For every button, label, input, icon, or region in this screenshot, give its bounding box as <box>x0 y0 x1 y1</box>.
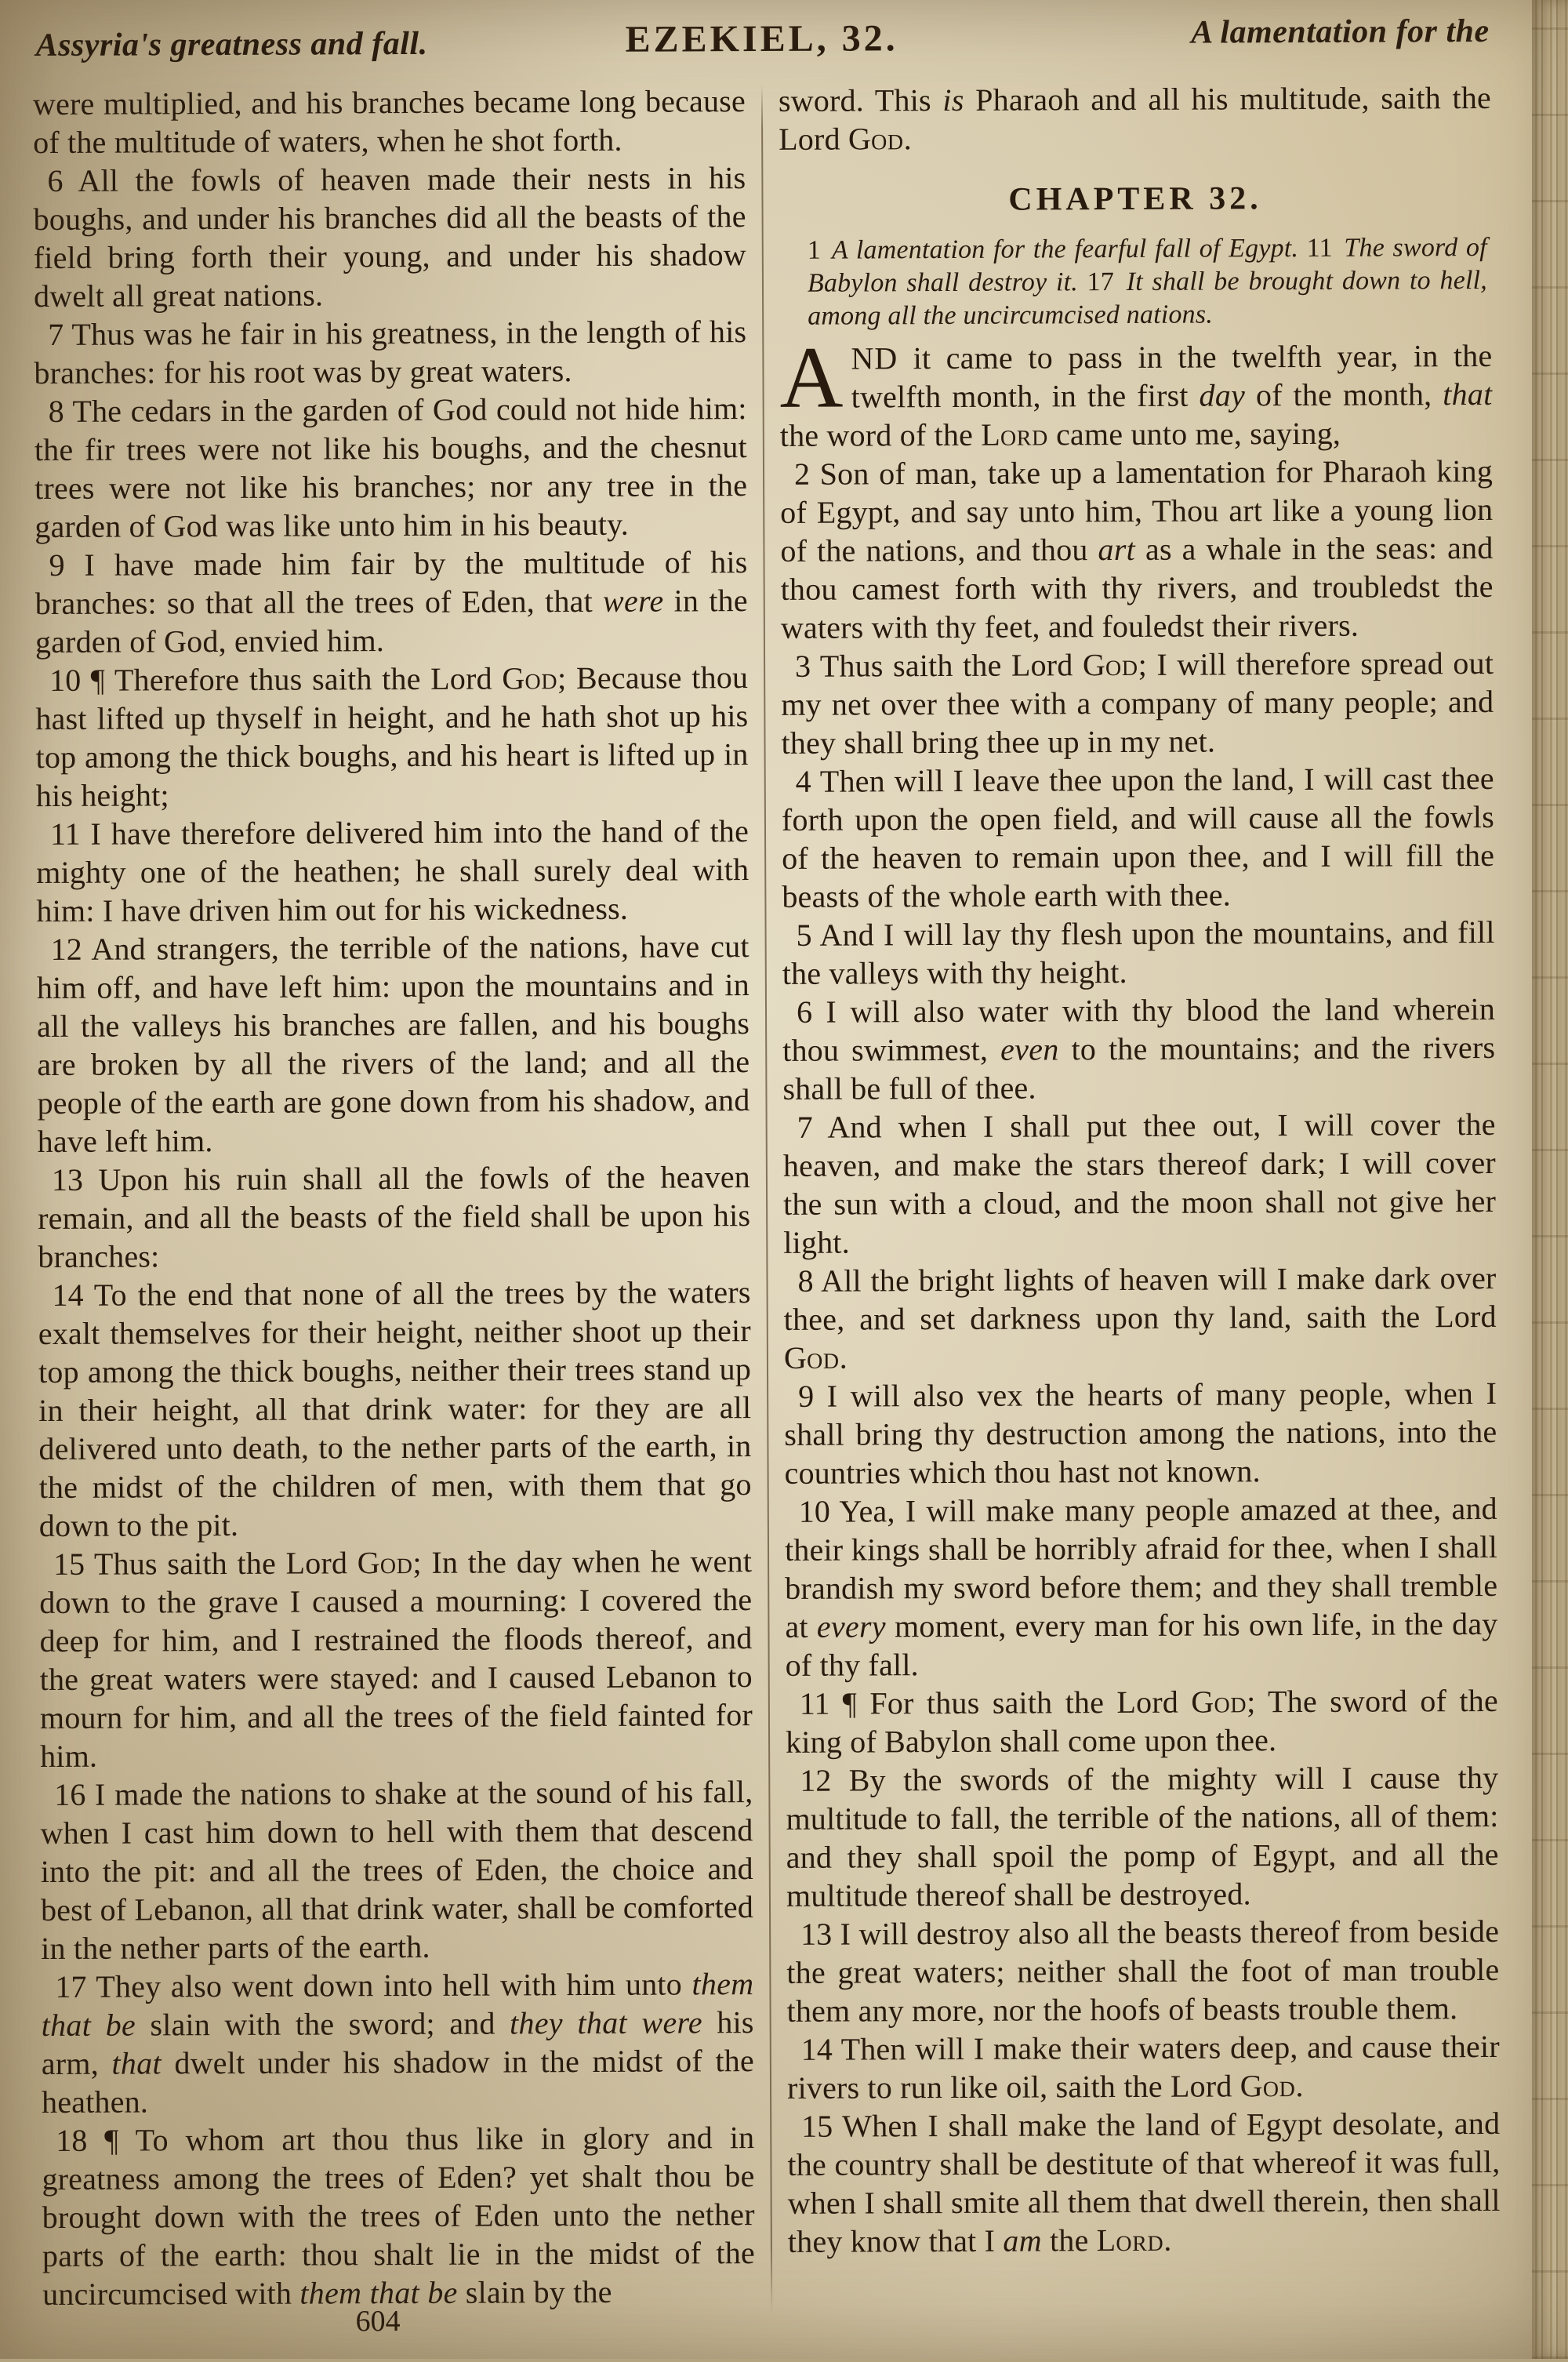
chapter-31-ending <box>779 78 1491 158</box>
verse-number: 8 <box>797 1263 814 1299</box>
verse-9: 9 I will also vex the hearts of many people, when I shall bring thy destruction among the nations, into the countries which thou hast not known. <box>784 1375 1497 1491</box>
verse-14: 14 To the end that none of all the trees by the waters exalt themselves for their height, neither shoot up their top among the thick boughs, neither their trees stand up in their height, all that drink water: for they are all delivered unto death, to the nether parts of the earth, in the midst of the children of men, with them that go down to the pit. <box>38 1274 752 1544</box>
verse-number: 3 <box>795 648 811 684</box>
verse-number: 9 <box>49 547 65 583</box>
verse-number: 15 <box>801 2108 833 2144</box>
verse-number: 18 <box>56 2122 88 2158</box>
verse-number: 7 <box>797 1109 813 1145</box>
verse-13: 13 Upon his ruin shall all the fowls of the heaven remain, and all the beasts of the field shall be upon his branches: <box>38 1159 751 1275</box>
verse-8: 8 All the bright lights of heaven will I make dark over thee, and set darkness upon thy land, saith the Lord God. <box>783 1259 1497 1375</box>
verse-14: 14 Then will I make their waters deep, and cause their rivers to run like oil, saith the Lord God. <box>786 2028 1500 2106</box>
verse-12: 12 By the swords of the mighty will I cause thy multitude to fall, the terrible of the nations, all of them: and they shall spoil the pomp of Egypt, and all the multitude thereof shall be destroyed. <box>786 1759 1499 1913</box>
verse-7: 7 Thus was he fair in his greatness, in the length of his branches: for his root was by great waters. <box>34 314 747 391</box>
verse-7: 7 And when I shall put thee out, I will cover the heaven, and make the stars thereof dark; I will cover the sun with a cloud, and the moon shall not give her light. <box>782 1106 1497 1260</box>
running-header <box>32 13 1490 75</box>
verse-number: 14 <box>800 2031 833 2067</box>
verse-number: 9 <box>798 1378 815 1414</box>
verse-1: AND it came to pass in the twelfth year, in the twelfth month, in the first day of the month, that the word of the Lord came unto me, saying, <box>779 329 1493 453</box>
verse-number: 6 <box>796 994 813 1030</box>
verse-6: 6 I will also water with thy blood the land wherein thou swimmest, even to the mountains; and the rivers shall be full of thee. <box>782 990 1496 1107</box>
verse-number: 12 <box>800 1762 832 1798</box>
verse-16: 16 I made the nations to shake at the sound of his fall, when I cast him down to hell with them that descend into the pit: and all the trees of Eden, the choice and best of Lebanon, all that drink water, shall be comforted in the nether parts of the earth. <box>40 1774 754 1967</box>
running-head-left: Assyria's greatness and fall. <box>35 25 428 64</box>
verse-15: 15 When I shall make the land of Egypt desolate, and the country shall be destitute of that whereof it was full, when I shall smite all them that dwell therein, then shall they know that I am the Lord. <box>787 2105 1501 2259</box>
verse-number: 6 <box>47 162 64 198</box>
chapter-summary <box>779 231 1493 333</box>
verse-number: 11 <box>49 816 81 852</box>
verse-10: 10 Yea, I will make many people amazed at thee, and their kings shall be horribly afraid for thee, when I shall brandish my sword before them; and they shall tremble at every moment, every man for his own life, in the day of thy fall. <box>784 1490 1498 1683</box>
verse-9: 9 I have made him fair by the multitude of his branches: so that all the trees of Eden, that were in the garden of God, envied him. <box>34 544 748 660</box>
running-head-right: A lamentation for the <box>1191 13 1490 51</box>
verse-2: 2 Son of man, take up a lamentation for Pharaoh king of Egypt, and say unto him, Thou art like a young lion of the nations, and thou art as a whale in the seas: and thou camest forth with thy rivers, and troubledst the waters with thy feet, and fouledst their rivers. <box>780 452 1494 645</box>
verse-11: 11 I have therefore delivered him into the hand of the mighty one of the heathen; he shall surely deal with him: I have driven him out for his wickedness. <box>36 813 750 929</box>
drop-cap-lead: ND <box>851 340 898 376</box>
verse-5: 5 And I will lay thy flesh upon the mountains, and fill the valleys with thy height. <box>782 914 1495 991</box>
verse-11: 11 ¶ For thus saith the Lord God; The sword of the king of Babylon shall come upon thee. <box>785 1682 1498 1760</box>
verse-number: 14 <box>52 1277 84 1313</box>
summary-verse-ref: 17 <box>1087 267 1115 297</box>
summary-text: It shall be brought down to hell, among all the uncircumcised nations. <box>808 265 1488 331</box>
column-divider-rule <box>761 85 772 2313</box>
drop-cap-letter: A <box>779 329 844 427</box>
verse-number: 16 <box>54 1776 86 1812</box>
verse-number: 2 <box>793 456 811 492</box>
running-head-title: EZEKIEL, 32. <box>625 17 898 60</box>
verse-12: 12 And strangers, the terrible of the nations, have cut him off, and have left him: upon the mountains and in all the valleys his branches are fallen, and his boughs are broken by all the rivers of the land; and all the people of the earth are gone down from his shadow, and have left him. <box>36 928 750 1160</box>
verse-number: 4 <box>795 763 811 799</box>
verse-18: 18 ¶ To whom art thou thus like in glory and in greatness among the trees of Eden? yet shalt thou be brought down with the trees of Eden unto the nether parts of the earth: thou shalt lie in the midst of the uncircumcised with them that be slain by the <box>42 2120 756 2313</box>
left-text-column <box>33 82 755 2317</box>
right-text-column <box>779 78 1501 2313</box>
verse-6: 6 All the fowls of heaven made their nests in his boughs, and under his branches did all the beasts of the field bring forth their young, and under his shadow dwelt all great nations. <box>33 160 746 314</box>
verse-number: 17 <box>55 1968 87 2004</box>
verse-number: 13 <box>51 1161 84 1197</box>
verse-15: 15 Thus saith the Lord God; In the day when he went down to the grave I caused a mourning: I covered the deep for him, and I restrained the floods thereof, and the great waters were stayed: and I caused Lebanon to mourn for him, and all the trees of the field fainted for him. <box>39 1543 753 1775</box>
verse-number: 13 <box>800 1916 833 1952</box>
verse-13: 13 I will destroy also all the beasts thereof from beside the great waters; neither shall the foot of man trouble them any more, nor the hoofs of beasts trouble them. <box>786 1913 1500 2029</box>
verse-number: 12 <box>50 931 82 967</box>
verse-number: 11 <box>799 1685 830 1721</box>
verse-8: 8 The cedars in the garden of God could not hide him: the fir trees were not like his boughs, and the chesnut trees were not like his branches; nor any tree in the garden of God was like unto him in his beauty. <box>34 391 748 545</box>
verse-number: 10 <box>49 662 82 698</box>
verse-4: 4 Then will I leave thee upon the land, I will cast thee forth upon the open field, and will cause all the fowls of the heaven to remain upon thee, and I will fill the beasts of the whole earth with thee. <box>781 760 1495 914</box>
summary-verse-ref: 11 <box>1306 233 1333 263</box>
verse-number: 15 <box>53 1546 85 1582</box>
verse-number: 10 <box>798 1493 830 1529</box>
verse-3: 3 Thus saith the Lord God; I will therefore spread out my net over thee with a company of many people; and they shall bring thee up in my net. <box>781 645 1494 761</box>
chapter-32-verses <box>779 329 1501 2261</box>
page-content <box>32 13 1501 2362</box>
summary-text: A lamentation for the fearful fall of Egypt. <box>823 234 1299 265</box>
verse-number: 5 <box>796 917 812 953</box>
verse-17: 17 They also went down into hell with him unto them that be slain with the sword; and they that were his arm, that dwelt under his shadow in the midst of the heathen. <box>41 1966 754 2120</box>
summary-verse-ref: 1 <box>807 235 822 265</box>
verse-10: 10 ¶ Therefore thus saith the Lord God; Because thou hast lifted up thyself in height, and he hath shot up his top among the thick boughs, and his heart is lifted up in his height; <box>35 660 749 814</box>
verse-continuation: were multiplied, and his branches became long because of the multitude of waters, when he shot forth. <box>32 83 746 161</box>
page-number: 604 <box>355 2305 401 2338</box>
two-column-text-block <box>33 78 1501 2317</box>
book-page-edges <box>1532 0 1568 2359</box>
verse-number: 7 <box>48 316 64 352</box>
verse-continuation: sword. This is Pharaoh and all his multitude, saith the Lord God. <box>778 79 1492 157</box>
verse-number: 8 <box>48 393 64 429</box>
chapter-heading: CHAPTER 32. <box>1008 180 1262 218</box>
summary-text: The sword of Babylon shall destroy it. <box>807 232 1487 298</box>
